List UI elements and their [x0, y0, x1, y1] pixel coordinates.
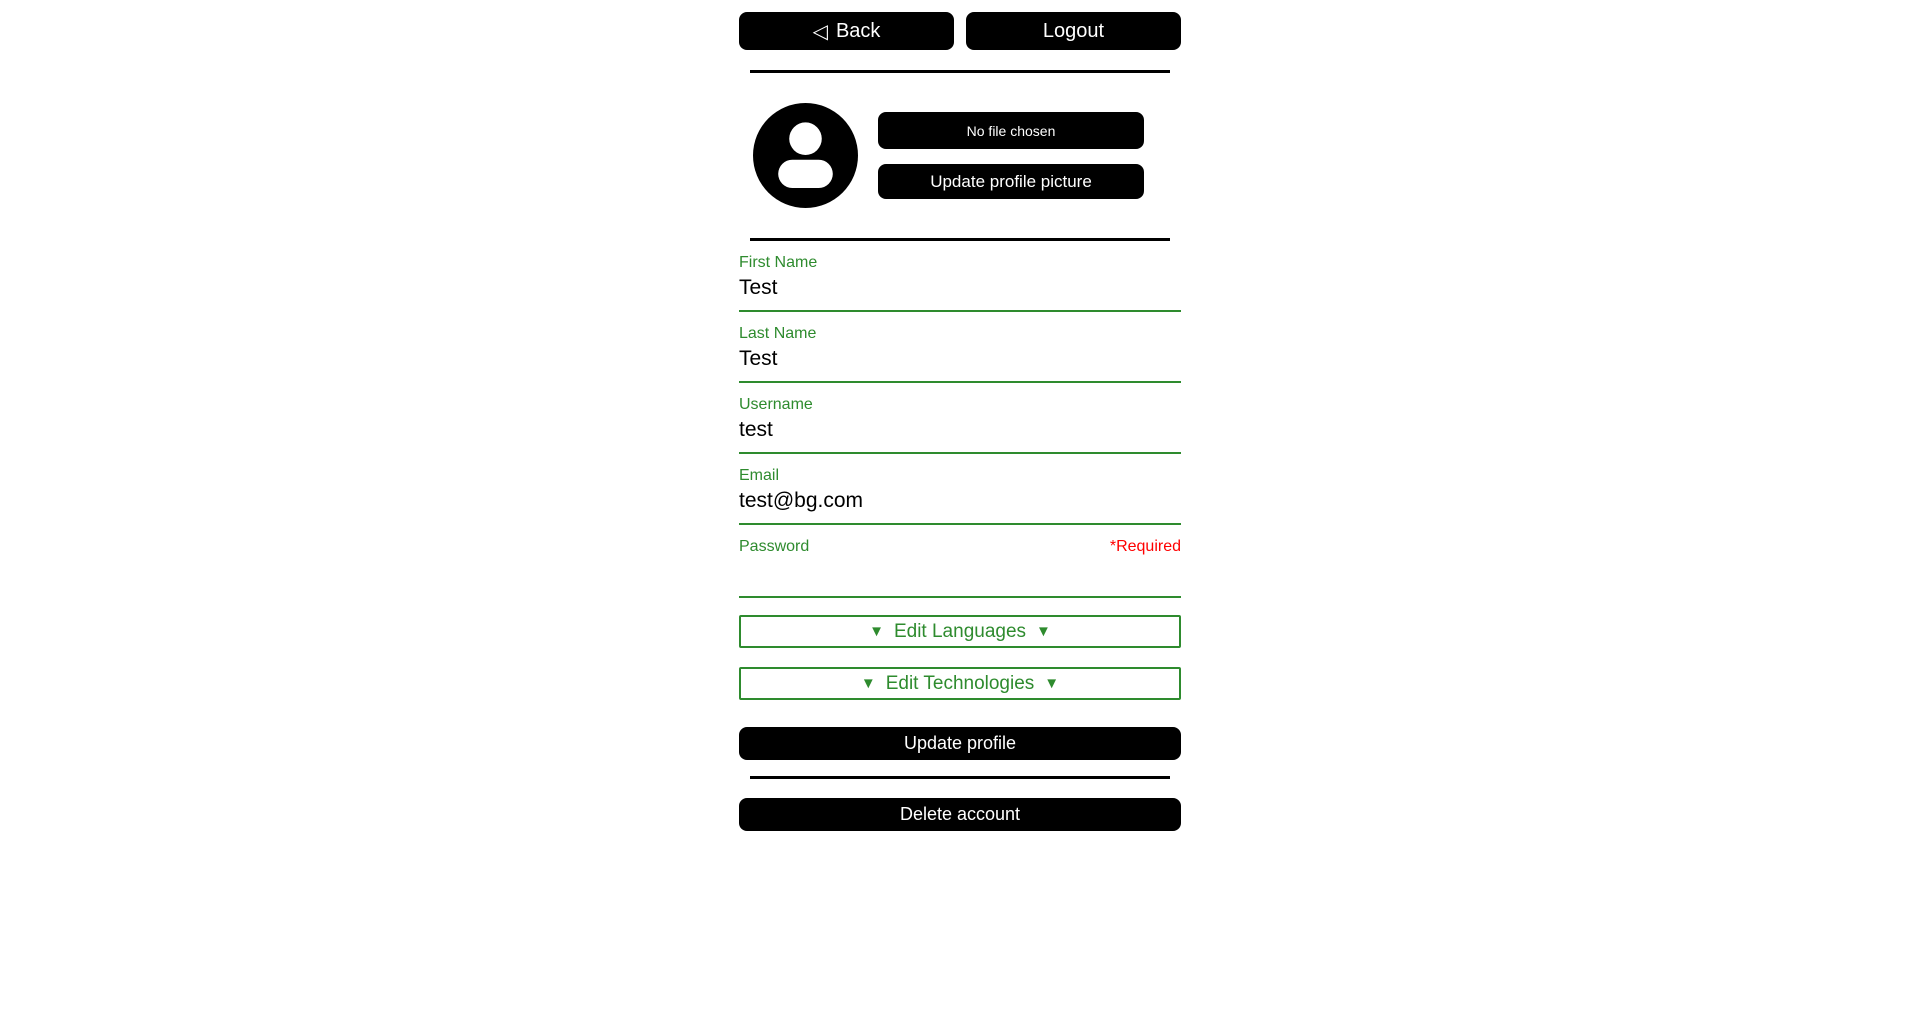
logout-button-label: Logout — [1042, 19, 1105, 42]
logout-button[interactable] — [966, 12, 1181, 50]
top-button-bar — [739, 12, 1181, 50]
required-badge: *Required — [1109, 538, 1181, 555]
update-picture-label: Update profile picture — [930, 171, 1092, 191]
chevron-down-icon: ▼ — [860, 675, 876, 692]
username-input[interactable] — [739, 414, 1181, 454]
update-profile-button[interactable] — [739, 727, 1181, 760]
update-profile-label: Update profile — [903, 733, 1017, 753]
avatar-person-icon — [753, 103, 858, 208]
delete-account-label: Delete account — [899, 804, 1021, 824]
first-name-input[interactable] — [739, 272, 1181, 312]
password-field — [739, 525, 1181, 598]
edit-languages-button[interactable] — [739, 615, 1181, 648]
chevron-down-icon: ▼ — [869, 623, 884, 640]
update-profile-picture-button[interactable] — [878, 164, 1144, 199]
edit-languages-label: Edit Languages — [893, 620, 1027, 642]
first-name-label: First Name — [739, 254, 818, 271]
profile-content-column — [739, 0, 1181, 831]
last-name-label: Last Name — [739, 325, 817, 342]
edit-technologies-button[interactable] — [739, 667, 1181, 700]
chevron-down-icon: ▼ — [1036, 623, 1051, 640]
divider-top — [750, 70, 1170, 73]
last-name-input[interactable] — [739, 343, 1181, 383]
delete-account-button[interactable] — [739, 798, 1181, 831]
file-status-text: No file chosen — [966, 122, 1056, 139]
back-button[interactable] — [739, 12, 954, 50]
profile-form — [739, 241, 1181, 760]
back-arrow-icon: ◁ — [812, 20, 828, 43]
email-label: Email — [739, 467, 780, 484]
last-name-field — [739, 312, 1181, 383]
email-field — [739, 454, 1181, 525]
profile-picture-section — [739, 103, 1181, 208]
divider-before-delete — [750, 776, 1170, 779]
first-name-field — [739, 241, 1181, 312]
chevron-down-icon: ▼ — [1044, 675, 1060, 692]
picture-button-group — [878, 112, 1144, 199]
password-input[interactable] — [739, 556, 1181, 598]
email-input[interactable] — [739, 485, 1181, 525]
file-chooser-button[interactable] — [878, 112, 1144, 149]
back-button-label: Back — [835, 19, 881, 42]
username-label: Username — [739, 396, 813, 413]
password-label: Password — [739, 538, 810, 555]
edit-technologies-label: Edit Technologies — [885, 672, 1035, 694]
username-field — [739, 383, 1181, 454]
